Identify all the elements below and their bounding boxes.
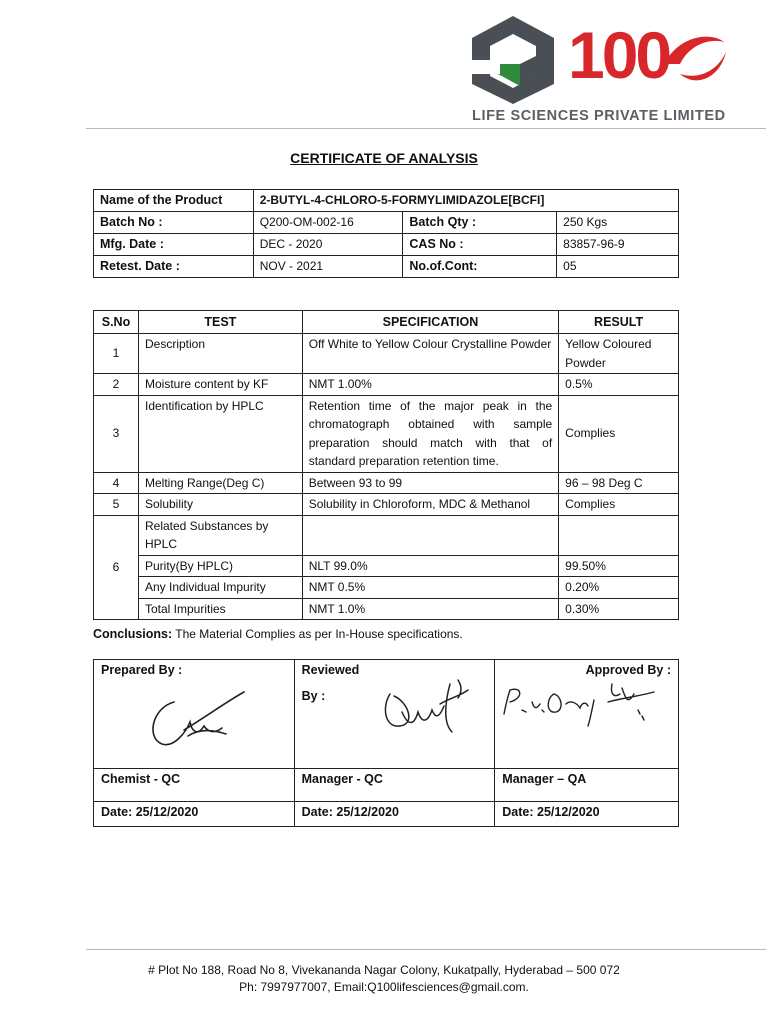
- result-cell: [559, 515, 679, 555]
- result-cell: 96 – 98 Deg C: [559, 472, 679, 494]
- retest-date-value: NOV - 2021: [253, 256, 403, 278]
- sno-cell: 5: [94, 494, 139, 516]
- product-name-value: 2-BUTYL-4-CHLORO-5-FORMYLIMIDAZOLE[BCFI]: [253, 190, 678, 212]
- table-row: [94, 494, 679, 516]
- reviewed-label: Reviewed: [301, 663, 360, 677]
- brand-number: 100: [568, 18, 670, 92]
- table-header-row: [94, 311, 679, 334]
- table-row: [94, 234, 679, 256]
- header-divider: [86, 128, 766, 129]
- spec-cell: Off White to Yellow Colour Crystalline Powder: [302, 334, 558, 374]
- conclusion-label: Conclusions:: [93, 627, 173, 641]
- date-prepared: Date: 25/12/2020: [94, 802, 295, 827]
- batch-no-value: Q200-OM-002-16: [253, 212, 403, 234]
- test-cell: Purity(By HPLC): [138, 555, 302, 577]
- table-row: [94, 515, 679, 555]
- table-row: [94, 555, 679, 577]
- sno-cell: 1: [94, 334, 139, 374]
- manager-qa-signature-icon: [500, 680, 664, 732]
- column-header-test: TEST: [138, 311, 302, 334]
- test-results-table: [93, 310, 679, 620]
- company-logo-icon: [470, 14, 556, 106]
- test-cell: Moisture content by KF: [138, 374, 302, 396]
- result-cell: 0.5%: [559, 374, 679, 396]
- test-cell: Identification by HPLC: [138, 395, 302, 472]
- retest-date-label: Retest. Date :: [94, 256, 254, 278]
- spec-cell: NMT 1.00%: [302, 374, 558, 396]
- spec-cell: Retention time of the major peak in the chromatograph obtained with sample preparation should match with that of standard preparation retention time.: [302, 395, 558, 472]
- product-info-table: [93, 189, 679, 278]
- column-header-specification: SPECIFICATION: [302, 311, 558, 334]
- sno-cell: 4: [94, 472, 139, 494]
- sno-cell: 3: [94, 395, 139, 472]
- table-row: [94, 577, 679, 599]
- batch-qty-label: Batch Qty :: [403, 212, 557, 234]
- column-header-result: RESULT: [559, 311, 679, 334]
- conclusion-text: The Material Complies as per In-House specifications.: [172, 627, 463, 641]
- table-row: [94, 256, 679, 278]
- result-cell: Yellow Coloured Powder: [559, 334, 679, 374]
- company-name: LIFE SCIENCES PRIVATE LIMITED: [472, 108, 726, 124]
- spec-cell: NLT 99.0%: [302, 555, 558, 577]
- table-row: [94, 212, 679, 234]
- table-row: [94, 802, 679, 827]
- batch-qty-value: 250 Kgs: [557, 212, 679, 234]
- footer-divider: [86, 949, 766, 950]
- role-manager-qc: Manager - QC: [294, 769, 495, 802]
- containers-label: No.of.Cont:: [403, 256, 557, 278]
- conclusion-line: [93, 627, 463, 641]
- table-row: [94, 769, 679, 802]
- table-row: [94, 190, 679, 212]
- spec-cell: NMT 1.0%: [302, 598, 558, 620]
- mfg-date-value: DEC - 2020: [253, 234, 403, 256]
- batch-no-label: Batch No :: [94, 212, 254, 234]
- test-cell: Melting Range(Deg C): [138, 472, 302, 494]
- test-cell: Related Substances by HPLC: [138, 515, 302, 555]
- column-header-sno: S.No: [94, 311, 139, 334]
- table-row: [94, 395, 679, 472]
- result-cell: 0.30%: [559, 598, 679, 620]
- test-cell: Description: [138, 334, 302, 374]
- mfg-date-label: Mfg. Date :: [94, 234, 254, 256]
- spec-cell: [302, 515, 558, 555]
- sno-cell: 6: [94, 515, 139, 620]
- swoosh-icon: [660, 30, 730, 90]
- spec-cell: NMT 0.5%: [302, 577, 558, 599]
- result-cell: 0.20%: [559, 577, 679, 599]
- table-row: [94, 334, 679, 374]
- sno-cell: 2: [94, 374, 139, 396]
- date-approved: Date: 25/12/2020: [495, 802, 679, 827]
- cas-no-value: 83857-96-9: [557, 234, 679, 256]
- result-cell: 99.50%: [559, 555, 679, 577]
- test-cell: Any Individual Impurity: [138, 577, 302, 599]
- reviewed-by-label: By :: [301, 689, 326, 703]
- spec-cell: Between 93 to 99: [302, 472, 558, 494]
- document-title: CERTIFICATE OF ANALYSIS: [290, 150, 478, 166]
- spec-cell: Solubility in Chloroform, MDC & Methanol: [302, 494, 558, 516]
- table-row: [94, 598, 679, 620]
- table-row: [94, 472, 679, 494]
- result-cell: Complies: [559, 494, 679, 516]
- prepared-by-label: Prepared By :: [101, 663, 183, 677]
- containers-value: 05: [557, 256, 679, 278]
- approved-by-label: Approved By :: [585, 663, 671, 677]
- manager-qc-signature-icon: [378, 676, 472, 736]
- table-row: [94, 374, 679, 396]
- test-cell: Total Impurities: [138, 598, 302, 620]
- role-chemist-qc: Chemist - QC: [94, 769, 295, 802]
- product-name-label: Name of the Product: [94, 190, 254, 212]
- role-manager-qa: Manager – QA: [495, 769, 679, 802]
- test-cell: Solubility: [138, 494, 302, 516]
- chemist-signature-icon: [144, 688, 248, 750]
- footer-contact: Ph: 7997977007, Email:Q100lifesciences@gmail.com.: [239, 980, 529, 994]
- result-cell: Complies: [559, 395, 679, 472]
- cas-no-label: CAS No :: [403, 234, 557, 256]
- date-reviewed: Date: 25/12/2020: [294, 802, 495, 827]
- footer-address: # Plot No 188, Road No 8, Vivekananda Nagar Colony, Kukatpally, Hyderabad – 500 072: [148, 963, 620, 977]
